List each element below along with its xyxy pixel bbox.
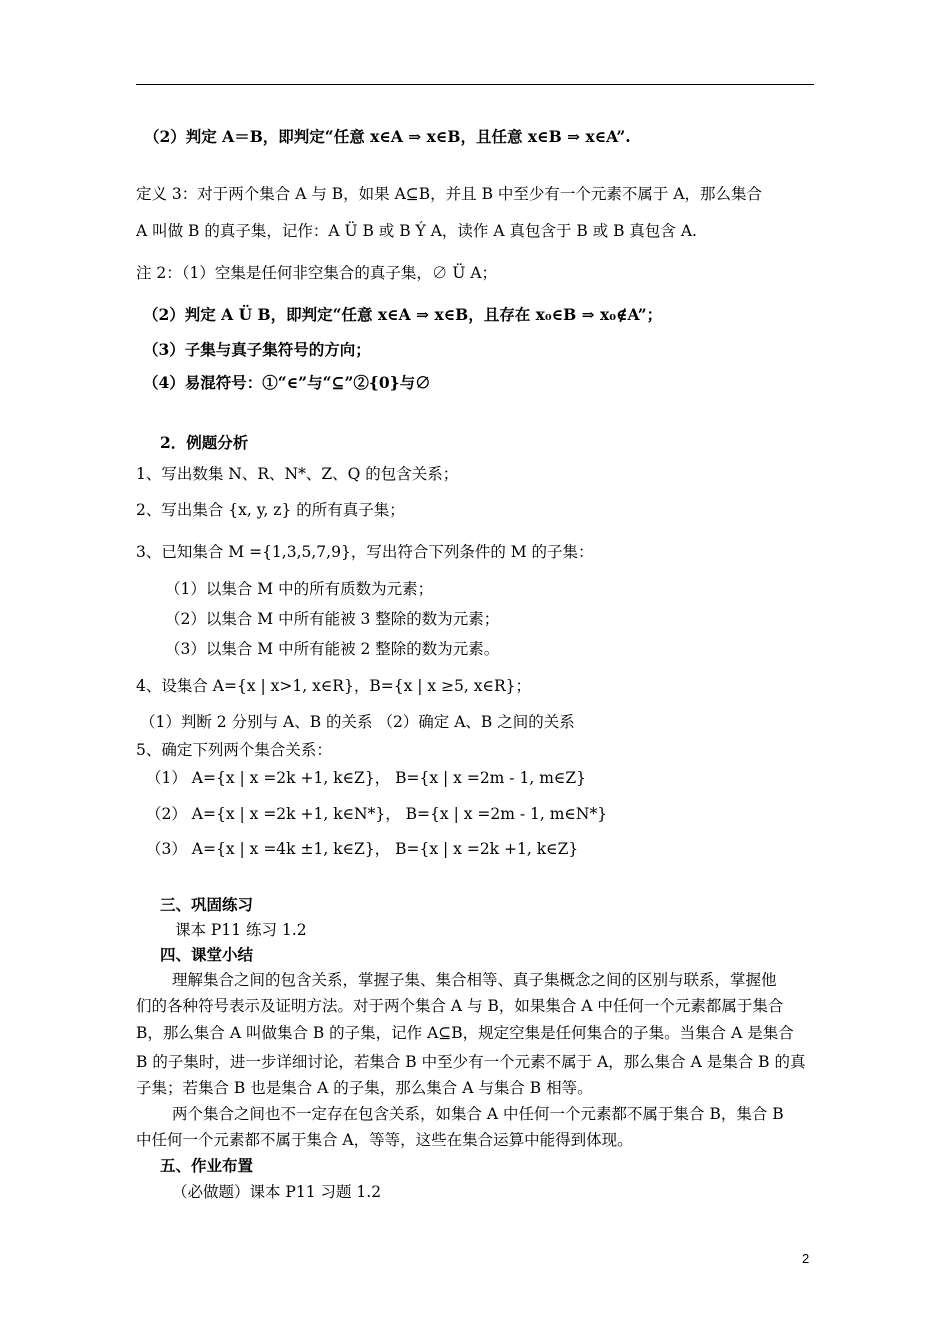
example-2: 2、写出集合 {x, y, z} 的所有真子集；	[136, 501, 405, 519]
example-3-part-2: （2）以集合 M 中所有能被 3 整除的数为元素；	[165, 610, 500, 628]
summary-line-3: B，那么集合 A 叫做集合 B 的子集，记作 A⊆B，规定空集是任何集合的子集。当集合 A 是集合	[136, 1024, 794, 1042]
practice-text: 课本 P11 练习 1.2	[175, 921, 307, 939]
line-3: A 叫做 B 的真子集，记作：A Ü B 或 B Ý A，读作 A 真包含于 B 或 B 真包含 A.	[136, 222, 697, 240]
section-heading-homework: 五、作业布置	[160, 1156, 254, 1175]
example-4-parts: （1）判断 2 分别与 A、B 的关系 （2）确定 A、B 之间的关系	[140, 713, 575, 731]
example-3-part-3: （3）以集合 M 中所有能被 2 整除的数为元素。	[165, 640, 500, 658]
section-heading-summary: 四、课堂小结	[160, 945, 254, 964]
example-1: 1、写出数集 N、R、N*、Z、Q 的包含关系；	[136, 465, 459, 483]
line-6: （3）子集与真子集符号的方向；	[143, 340, 371, 359]
summary-line-2: 们的各种符号表示及证明方法。对于两个集合 A 与 B，如果集合 A 中任何一个元素都属于集合	[136, 997, 784, 1015]
example-5-part-1: （1） A={x | x =2k +1, k∈Z}， B={x | x =2m - 1, m∈Z}	[146, 769, 586, 787]
example-5-part-3: （3） A={x | x =4k ±1, k∈Z}， B={x | x =2k +1, k∈Z}	[146, 840, 579, 858]
line-1: （2）判定 A＝B，即判定“任意 x∈A ⇒ x∈B，且任意 x∈B ⇒ x∈A”.	[144, 127, 631, 146]
homework-text: （必做题）课本 P11 习题 1.2	[172, 1183, 382, 1201]
example-5: 5、确定下列两个集合关系：	[136, 741, 332, 759]
header-rule	[136, 84, 814, 85]
example-5-part-2: （2） A={x | x =2k +1, k∈N*}， B={x | x =2m - 1, m∈N*}	[146, 805, 608, 823]
summary-line-1: 理解集合之间的包含关系，掌握子集、集合相等、真子集概念之间的区别与联系，掌握他	[172, 971, 777, 989]
summary-line-4: B 的子集时，进一步详细讨论，若集合 B 中至少有一个元素不属于 A，那么集合 A 是集合 B 的真	[136, 1053, 806, 1071]
section-heading-examples: 2．例题分析	[160, 433, 249, 452]
example-3-part-1: （1）以集合 M 中的所有质数为元素；	[165, 580, 434, 598]
summary-line-6: 两个集合之间也不一定存在包含关系，如集合 A 中任何一个元素都不属于集合 B，集合 B	[172, 1105, 784, 1123]
example-3: 3、已知集合 M ={1,3,5,7,9}，写出符合下列条件的 M 的子集：	[136, 543, 594, 561]
summary-line-7: 中任何一个元素都不属于集合 A，等等，这些在集合运算中能得到体现。	[136, 1131, 633, 1149]
example-4: 4、设集合 A={x | x>1, x∈R}，B={x | x ≥5, x∈R}；	[136, 677, 532, 695]
section-heading-practice: 三、巩固练习	[160, 895, 254, 914]
summary-line-5: 子集；若集合 B 也是集合 A 的子集，那么集合 A 与集合 B 相等。	[136, 1079, 593, 1097]
line-7: （4）易混符号：①“∈”与“⊆”②{0}与∅	[143, 373, 431, 392]
page-number: 2	[802, 1251, 810, 1266]
line-4: 注 2：（1）空集是任何非空集合的真子集，∅ Ü A；	[136, 264, 498, 282]
line-5: （2）判定 A Ü B，即判定“任意 x∈A ⇒ x∈B，且存在 x₀∈B ⇒ x₀∉A”；	[143, 305, 663, 324]
line-2: 定义 3：对于两个集合 A 与 B，如果 A⊆B，并且 B 中至少有一个元素不属于 A，那么集合	[136, 185, 763, 203]
